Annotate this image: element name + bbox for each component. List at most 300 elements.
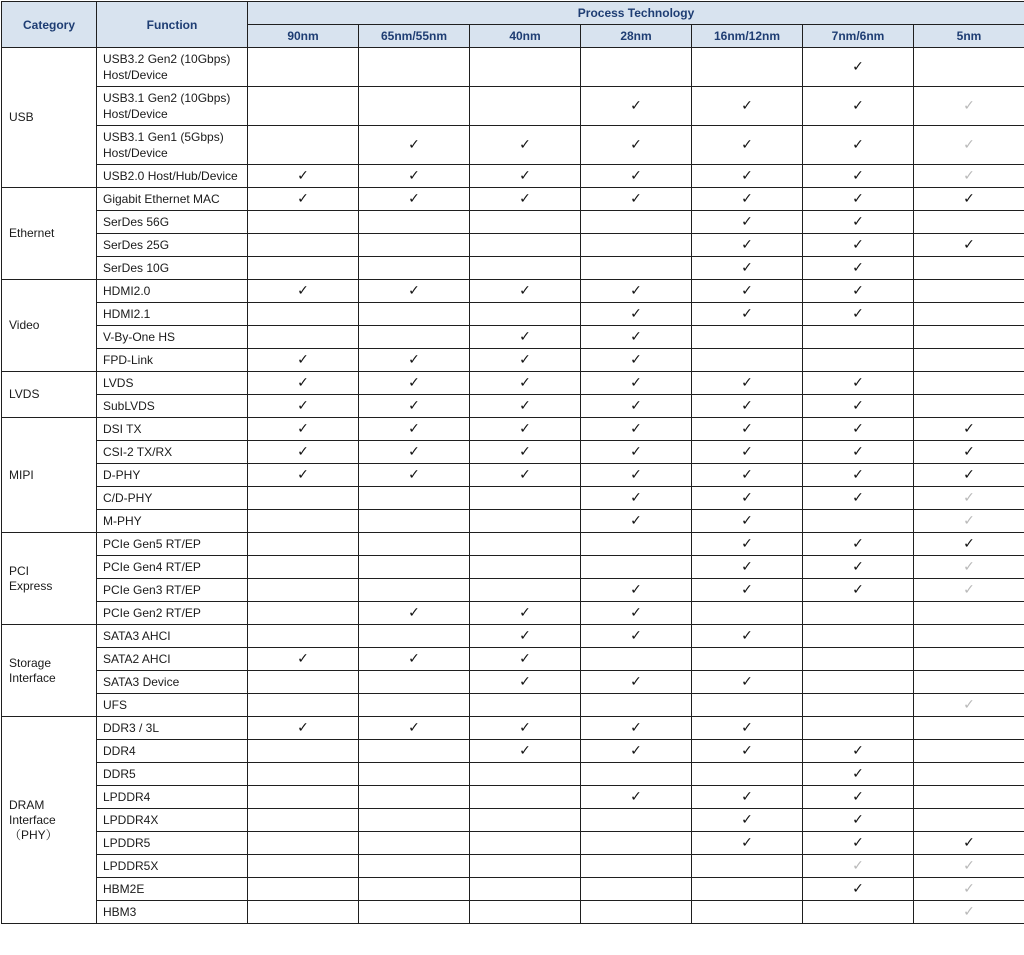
- check-icon: ✓: [519, 743, 531, 759]
- table-header: [2, 2, 1024, 48]
- support-cell: [692, 441, 803, 464]
- function-cell: PCIe Gen2 RT/EP: [97, 602, 248, 625]
- support-cell: [248, 395, 359, 418]
- support-cell: [248, 625, 359, 648]
- check-icon: ✓: [630, 743, 642, 759]
- support-cell: [359, 809, 470, 832]
- support-cell: [248, 234, 359, 257]
- support-cell: [692, 487, 803, 510]
- support-cell: [581, 126, 692, 165]
- support-cell: [581, 556, 692, 579]
- check-icon: ✓: [630, 628, 642, 644]
- table-row: [2, 257, 1024, 280]
- support-cell: [248, 211, 359, 234]
- planned-check-icon: ✓: [963, 490, 975, 506]
- function-cell: USB2.0 Host/Hub/Device: [97, 165, 248, 188]
- check-icon: ✓: [741, 628, 753, 644]
- process-technology-header: Process Technology: [248, 2, 1024, 25]
- check-icon: ✓: [741, 168, 753, 184]
- check-icon: ✓: [519, 674, 531, 690]
- table-row: [2, 763, 1024, 786]
- support-cell: [248, 487, 359, 510]
- check-icon: ✓: [852, 398, 864, 414]
- check-icon: ✓: [852, 191, 864, 207]
- check-icon: ✓: [408, 191, 420, 207]
- support-cell: [470, 126, 581, 165]
- function-cell: HDMI2.0: [97, 280, 248, 303]
- support-cell: [803, 510, 914, 533]
- support-cell: [581, 510, 692, 533]
- support-cell: [914, 234, 1024, 257]
- check-icon: ✓: [519, 191, 531, 207]
- support-cell: [581, 855, 692, 878]
- support-cell: [359, 556, 470, 579]
- support-cell: [803, 878, 914, 901]
- support-cell: [359, 510, 470, 533]
- support-cell: [803, 786, 914, 809]
- support-cell: [359, 487, 470, 510]
- support-cell: [803, 809, 914, 832]
- function-cell: SerDes 10G: [97, 257, 248, 280]
- support-cell: [359, 878, 470, 901]
- check-icon: ✓: [519, 628, 531, 644]
- support-cell: [803, 188, 914, 211]
- support-cell: [692, 694, 803, 717]
- check-icon: ✓: [852, 812, 864, 828]
- function-cell: Gigabit Ethernet MAC: [97, 188, 248, 211]
- support-cell: [248, 188, 359, 211]
- table-row: [2, 280, 1024, 303]
- support-cell: [581, 533, 692, 556]
- support-cell: [359, 625, 470, 648]
- support-cell: [803, 625, 914, 648]
- support-cell: [470, 48, 581, 87]
- support-cell: [692, 671, 803, 694]
- function-cell: M-PHY: [97, 510, 248, 533]
- function-cell: SATA3 Device: [97, 671, 248, 694]
- support-cell: [470, 349, 581, 372]
- table-row: [2, 372, 1024, 395]
- table-row: [2, 441, 1024, 464]
- support-cell: [248, 349, 359, 372]
- check-icon: ✓: [852, 490, 864, 506]
- support-cell: [581, 257, 692, 280]
- table-row: [2, 556, 1024, 579]
- support-cell: [470, 809, 581, 832]
- check-icon: ✓: [519, 137, 531, 153]
- support-cell: [248, 786, 359, 809]
- support-cell: [470, 671, 581, 694]
- function-cell: UFS: [97, 694, 248, 717]
- table-row: [2, 418, 1024, 441]
- table-row: [2, 326, 1024, 349]
- support-cell: [248, 280, 359, 303]
- check-icon: ✓: [852, 559, 864, 575]
- check-icon: ✓: [297, 191, 309, 207]
- support-cell: [359, 188, 470, 211]
- check-icon: ✓: [519, 375, 531, 391]
- table-row: [2, 165, 1024, 188]
- support-cell: [359, 464, 470, 487]
- check-icon: ✓: [297, 421, 309, 437]
- check-icon: ✓: [852, 421, 864, 437]
- support-cell: [914, 510, 1024, 533]
- check-icon: ✓: [519, 398, 531, 414]
- check-icon: ✓: [519, 329, 531, 345]
- table-row: [2, 234, 1024, 257]
- support-cell: [581, 717, 692, 740]
- support-cell: [581, 648, 692, 671]
- support-cell: [359, 257, 470, 280]
- check-icon: ✓: [852, 835, 864, 851]
- check-icon: ✓: [297, 467, 309, 483]
- table-row: [2, 126, 1024, 165]
- function-cell: USB3.1 Gen1 (5Gbps) Host/Device: [97, 126, 248, 165]
- support-cell: [914, 786, 1024, 809]
- check-icon: ✓: [630, 329, 642, 345]
- support-cell: [914, 717, 1024, 740]
- support-cell: [581, 487, 692, 510]
- support-cell: [803, 234, 914, 257]
- check-icon: ✓: [630, 467, 642, 483]
- category-column-header: Category: [2, 2, 97, 48]
- function-cell: FPD-Link: [97, 349, 248, 372]
- check-icon: ✓: [741, 191, 753, 207]
- check-icon: ✓: [630, 191, 642, 207]
- table-row: [2, 717, 1024, 740]
- table-row: [2, 48, 1024, 87]
- check-icon: ✓: [741, 812, 753, 828]
- function-cell: USB3.1 Gen2 (10Gbps) Host/Device: [97, 87, 248, 126]
- support-cell: [581, 211, 692, 234]
- support-cell: [692, 257, 803, 280]
- node-header-65nm-55nm: 65nm/55nm: [359, 25, 470, 48]
- node-header-5nm: 5nm: [914, 25, 1024, 48]
- support-cell: [359, 740, 470, 763]
- support-cell: [470, 464, 581, 487]
- category-cell: MIPI: [2, 418, 97, 533]
- process-technology-table: [1, 1, 1024, 924]
- support-cell: [470, 717, 581, 740]
- support-cell: [248, 556, 359, 579]
- table-row: [2, 395, 1024, 418]
- support-cell: [692, 579, 803, 602]
- function-cell: PCIe Gen5 RT/EP: [97, 533, 248, 556]
- support-cell: [914, 855, 1024, 878]
- support-cell: [914, 165, 1024, 188]
- support-cell: [248, 809, 359, 832]
- function-cell: DSI TX: [97, 418, 248, 441]
- check-icon: ✓: [741, 674, 753, 690]
- support-cell: [581, 901, 692, 924]
- support-cell: [248, 901, 359, 924]
- support-cell: [914, 878, 1024, 901]
- table-row: [2, 510, 1024, 533]
- function-cell: LPDDR5: [97, 832, 248, 855]
- support-cell: [359, 211, 470, 234]
- table-row: [2, 809, 1024, 832]
- support-cell: [581, 280, 692, 303]
- support-cell: [914, 648, 1024, 671]
- support-cell: [914, 671, 1024, 694]
- check-icon: ✓: [852, 306, 864, 322]
- support-cell: [581, 464, 692, 487]
- support-cell: [692, 48, 803, 87]
- support-cell: [803, 126, 914, 165]
- support-cell: [803, 48, 914, 87]
- check-icon: ✓: [630, 375, 642, 391]
- check-icon: ✓: [630, 352, 642, 368]
- check-icon: ✓: [630, 421, 642, 437]
- support-cell: [692, 855, 803, 878]
- support-cell: [470, 395, 581, 418]
- check-icon: ✓: [408, 352, 420, 368]
- support-cell: [803, 901, 914, 924]
- support-cell: [803, 257, 914, 280]
- check-icon: ✓: [741, 444, 753, 460]
- support-cell: [692, 234, 803, 257]
- table-row: [2, 533, 1024, 556]
- support-cell: [581, 48, 692, 87]
- support-cell: [914, 832, 1024, 855]
- check-icon: ✓: [741, 98, 753, 114]
- support-cell: [470, 372, 581, 395]
- support-cell: [692, 809, 803, 832]
- check-icon: ✓: [630, 789, 642, 805]
- table-row: [2, 740, 1024, 763]
- check-icon: ✓: [630, 582, 642, 598]
- support-cell: [581, 441, 692, 464]
- support-cell: [803, 579, 914, 602]
- planned-check-icon: ✓: [963, 858, 975, 874]
- support-cell: [248, 832, 359, 855]
- function-cell: LVDS: [97, 372, 248, 395]
- check-icon: ✓: [852, 59, 864, 75]
- check-icon: ✓: [741, 467, 753, 483]
- support-cell: [914, 901, 1024, 924]
- table-row: [2, 648, 1024, 671]
- support-cell: [359, 579, 470, 602]
- function-cell: DDR3 / 3L: [97, 717, 248, 740]
- support-cell: [914, 533, 1024, 556]
- support-cell: [581, 372, 692, 395]
- support-cell: [248, 602, 359, 625]
- check-icon: ✓: [741, 720, 753, 736]
- support-cell: [581, 326, 692, 349]
- check-icon: ✓: [630, 674, 642, 690]
- check-icon: ✓: [963, 444, 975, 460]
- check-icon: ✓: [963, 421, 975, 437]
- check-icon: ✓: [630, 513, 642, 529]
- check-icon: ✓: [741, 743, 753, 759]
- support-cell: [248, 855, 359, 878]
- check-icon: ✓: [519, 421, 531, 437]
- support-cell: [803, 556, 914, 579]
- support-cell: [803, 326, 914, 349]
- check-icon: ✓: [741, 421, 753, 437]
- check-icon: ✓: [519, 467, 531, 483]
- support-cell: [803, 418, 914, 441]
- support-cell: [914, 763, 1024, 786]
- support-cell: [581, 579, 692, 602]
- support-cell: [359, 533, 470, 556]
- check-icon: ✓: [408, 168, 420, 184]
- check-icon: ✓: [630, 605, 642, 621]
- support-cell: [470, 188, 581, 211]
- function-cell: D-PHY: [97, 464, 248, 487]
- support-cell: [914, 740, 1024, 763]
- check-icon: ✓: [630, 283, 642, 299]
- table-row: [2, 349, 1024, 372]
- table-row: [2, 487, 1024, 510]
- planned-check-icon: ✓: [963, 513, 975, 529]
- function-cell: HBM2E: [97, 878, 248, 901]
- check-icon: ✓: [297, 168, 309, 184]
- support-cell: [581, 786, 692, 809]
- function-cell: PCIe Gen3 RT/EP: [97, 579, 248, 602]
- function-cell: HDMI2.1: [97, 303, 248, 326]
- support-cell: [914, 126, 1024, 165]
- support-cell: [803, 441, 914, 464]
- support-cell: [803, 165, 914, 188]
- planned-check-icon: ✓: [963, 582, 975, 598]
- support-cell: [248, 533, 359, 556]
- node-header-7nm-6nm: 7nm/6nm: [803, 25, 914, 48]
- function-cell: USB3.2 Gen2 (10Gbps) Host/Device: [97, 48, 248, 87]
- check-icon: ✓: [741, 137, 753, 153]
- support-cell: [692, 602, 803, 625]
- table-row: [2, 579, 1024, 602]
- support-cell: [803, 464, 914, 487]
- category-cell: Video: [2, 280, 97, 372]
- support-cell: [581, 188, 692, 211]
- support-cell: [359, 234, 470, 257]
- support-cell: [248, 48, 359, 87]
- support-cell: [248, 165, 359, 188]
- support-cell: [692, 901, 803, 924]
- support-cell: [581, 878, 692, 901]
- support-cell: [692, 126, 803, 165]
- table-row: [2, 602, 1024, 625]
- check-icon: ✓: [852, 214, 864, 230]
- support-cell: [248, 257, 359, 280]
- support-cell: [914, 326, 1024, 349]
- support-cell: [914, 211, 1024, 234]
- check-icon: ✓: [519, 283, 531, 299]
- support-cell: [581, 395, 692, 418]
- check-icon: ✓: [297, 444, 309, 460]
- check-icon: ✓: [630, 398, 642, 414]
- support-cell: [359, 372, 470, 395]
- support-cell: [914, 441, 1024, 464]
- check-icon: ✓: [741, 398, 753, 414]
- check-icon: ✓: [408, 720, 420, 736]
- function-cell: LPDDR4: [97, 786, 248, 809]
- support-cell: [803, 648, 914, 671]
- support-cell: [581, 602, 692, 625]
- support-cell: [359, 717, 470, 740]
- support-cell: [470, 303, 581, 326]
- function-cell: SerDes 25G: [97, 234, 248, 257]
- check-icon: ✓: [297, 283, 309, 299]
- support-cell: [914, 280, 1024, 303]
- check-icon: ✓: [741, 559, 753, 575]
- support-cell: [692, 188, 803, 211]
- check-icon: ✓: [297, 651, 309, 667]
- node-header-90nm: 90nm: [248, 25, 359, 48]
- support-cell: [359, 165, 470, 188]
- category-cell: DRAM Interface （PHY）: [2, 717, 97, 924]
- planned-check-icon: ✓: [852, 858, 864, 874]
- check-icon: ✓: [852, 98, 864, 114]
- support-cell: [359, 418, 470, 441]
- support-cell: [470, 832, 581, 855]
- support-cell: [470, 257, 581, 280]
- check-icon: ✓: [408, 375, 420, 391]
- support-cell: [914, 257, 1024, 280]
- support-cell: [470, 855, 581, 878]
- support-cell: [803, 763, 914, 786]
- planned-check-icon: ✓: [963, 168, 975, 184]
- support-cell: [803, 87, 914, 126]
- support-cell: [470, 786, 581, 809]
- check-icon: ✓: [519, 352, 531, 368]
- check-icon: ✓: [519, 168, 531, 184]
- support-cell: [692, 372, 803, 395]
- check-icon: ✓: [741, 789, 753, 805]
- support-cell: [581, 832, 692, 855]
- check-icon: ✓: [630, 306, 642, 322]
- function-cell: PCIe Gen4 RT/EP: [97, 556, 248, 579]
- support-cell: [914, 809, 1024, 832]
- support-cell: [248, 717, 359, 740]
- support-cell: [248, 878, 359, 901]
- function-cell: LPDDR5X: [97, 855, 248, 878]
- planned-check-icon: ✓: [963, 697, 975, 713]
- support-cell: [692, 510, 803, 533]
- support-cell: [248, 126, 359, 165]
- check-icon: ✓: [630, 490, 642, 506]
- function-cell: LPDDR4X: [97, 809, 248, 832]
- function-cell: CSI-2 TX/RX: [97, 441, 248, 464]
- support-cell: [470, 878, 581, 901]
- category-cell: LVDS: [2, 372, 97, 418]
- support-cell: [470, 234, 581, 257]
- support-cell: [914, 579, 1024, 602]
- check-icon: ✓: [519, 605, 531, 621]
- function-cell: SerDes 56G: [97, 211, 248, 234]
- support-cell: [692, 556, 803, 579]
- support-cell: [692, 717, 803, 740]
- planned-check-icon: ✓: [963, 881, 975, 897]
- support-cell: [359, 48, 470, 87]
- support-cell: [803, 349, 914, 372]
- function-cell: C/D-PHY: [97, 487, 248, 510]
- support-cell: [248, 464, 359, 487]
- support-cell: [803, 602, 914, 625]
- check-icon: ✓: [297, 352, 309, 368]
- check-icon: ✓: [297, 398, 309, 414]
- support-cell: [914, 464, 1024, 487]
- support-cell: [248, 740, 359, 763]
- support-cell: [803, 671, 914, 694]
- support-cell: [470, 740, 581, 763]
- support-cell: [692, 832, 803, 855]
- support-cell: [470, 87, 581, 126]
- support-cell: [248, 763, 359, 786]
- support-cell: [470, 648, 581, 671]
- check-icon: ✓: [963, 191, 975, 207]
